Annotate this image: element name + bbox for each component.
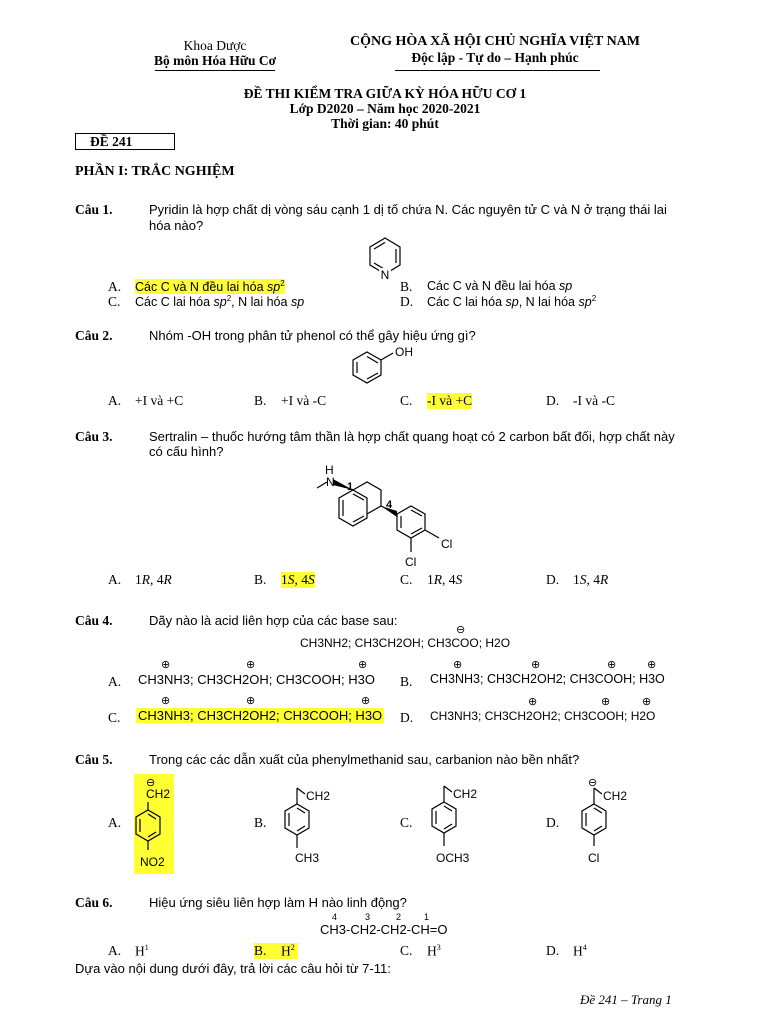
q3-option-b-letter: B. [254,572,267,587]
charge-plus-icon: ⊕ [453,659,463,671]
charge-plus-icon: ⊕ [528,696,538,708]
q5-option-b[interactable] [275,782,335,872]
q2-option-c[interactable]: -I và +C [427,393,473,408]
pyridine-n-atom: N [380,268,390,282]
q1-text: Pyridin là hợp chất dị vòng sáu cạnh 1 dị tố chứa N. Các nguyên tử C và N ở trạng thái lai [149,202,667,217]
q1-text-line2: hóa nào? [149,218,204,233]
q6-option-c[interactable]: $H^3$ [427,943,441,959]
stereocenter-1-label: 1 [347,481,354,493]
q4-text: Dãy nào là acid liên hợp của các base sau: [149,613,398,628]
carbon-number-3: 3 [365,912,371,922]
exam-title: ĐỀ THI KIỂM TRA GIỮA KỲ HÓA HỮU CƠ 1 [243,86,527,101]
motto: Độc lập - Tự do – Hạnh phúc [411,50,579,65]
q5-b-methyl-group: CH3 [295,851,320,865]
q5-c-methoxy-group: OCH3 [436,851,470,865]
charge-plus-icon: ⊕ [642,696,652,708]
charge-plus-icon: ⊕ [246,659,256,671]
q5-option-b-letter: B. [254,815,267,830]
sertraline-n-atom: N [326,475,335,489]
q2-option-a-letter: A. [108,393,122,408]
q5-option-d-letter: D. [546,815,560,830]
section-title: PHẦN I: TRẮC NGHIỆM [75,164,235,179]
q3-option-c-letter: C. [400,572,413,587]
q4-option-d-letter: D. [400,710,414,725]
q5-b-ch2-group: CH2 [306,789,331,803]
q4-label: Câu 4. [75,613,113,628]
exam-class-year: Lớp D2020 – Năm học 2020-2021 [289,101,481,116]
q1-option-b[interactable]: Các C và N đều lai hóa sp [427,279,573,293]
charge-minus-icon: ⊖ [588,777,598,789]
q3-option-c[interactable]: 1R, 4S [427,572,463,587]
exam-code: ĐỀ 241 [90,134,133,149]
charge-plus-icon: ⊕ [246,695,256,707]
stereocenter-4-label: 4 [386,499,393,511]
sertraline-cl-atom-2: Cl [405,555,417,569]
q6-text: Hiệu ứng siêu liên hợp làm H nào linh động? [149,895,407,910]
q2-option-d[interactable]: -I và -C [573,393,615,408]
q5-c-ch2-group: CH2 [453,787,478,801]
q1-option-d[interactable]: Các C lai hóa sp, N lai hóa $sp^2$ [427,294,597,310]
q1-option-a[interactable]: Các C và N đều lai hóa $sp^2$ [135,279,285,295]
phenol-structure [345,344,425,388]
carbon-number-4: 4 [332,912,338,922]
q6-label: Câu 6. [75,895,113,910]
exam-code-box [75,133,175,150]
q1-option-c[interactable]: Các C lai hóa $sp^2$, N lai hóa sp [135,294,305,310]
q2-option-a[interactable]: +I và +C [135,393,184,408]
department-underline [155,70,275,71]
q2-text: Nhóm -OH trong phân tử phenol có thể gây hiệu ứng gì? [149,328,476,343]
q5-text: Trong các các dẫn xuất của phenylmethanid sau, carbanion nào bền nhất? [149,752,580,767]
charge-plus-icon: ⊕ [647,659,657,671]
country-name: CỘNG HÒA XÃ HỘI CHỦ NGHĨA VIỆT NAM [349,34,640,49]
q3-option-b[interactable]: 1S, 4S [281,572,315,587]
q5-option-c-letter: C. [400,815,413,830]
q6-option-a-letter: A. [108,943,122,958]
q5-option-d[interactable] [572,774,632,874]
q6-option-b-letter: B. [254,943,298,959]
q1-option-d-letter: D. [400,294,414,309]
sertraline-h-atom: H [325,463,334,477]
q1-label: Câu 1. [75,202,113,217]
department-name: Bộ môn Hóa Hữu Cơ [153,53,277,68]
charge-plus-icon: ⊕ [358,659,368,671]
q3-option-a-letter: A. [108,572,122,587]
q5-label: Câu 5. [75,752,113,767]
q4-option-a[interactable]: CH3NH3; CH3CH2OH; CH3COOH; H3O ⊕ ⊕ ⊕ [138,659,375,687]
q1-option-b-letter: B. [400,279,413,294]
phenol-oh-group: OH [395,345,413,359]
q6-option-a[interactable]: $H^1$ [135,943,149,959]
q6-formula: CH3-CH2-CH2-CH=O 4 3 2 1 [320,912,448,937]
charge-minus-icon: ⊖ [146,777,156,789]
charge-plus-icon: ⊕ [161,659,171,671]
q1-option-c-letter: C. [108,294,121,309]
q2-label: Câu 2. [75,328,113,343]
q3-text: Sertralin – thuốc hướng tâm thần là hợp chất quang hoạt có 2 carbon bất đối, hợp chất này [149,429,675,444]
q4-bases: CH3NH2; CH3CH2OH; CH3COO; H2O ⊖ [300,624,511,650]
carbon-number-1: 1 [424,912,430,922]
q6-option-d-letter: D. [546,943,560,958]
charge-plus-icon: ⊕ [601,696,611,708]
q2-option-c-letter: C. [400,393,413,408]
pyridine-structure [355,232,415,282]
q5-d-chloro-group: Cl [588,851,600,865]
q3-text-line2: có cấu hình? [149,444,224,459]
q2-option-b-letter: B. [254,393,267,408]
q5-option-c[interactable] [422,780,492,870]
q2-option-b[interactable]: +I và -C [281,393,327,408]
q5-a-ch2-group: CH2 [146,787,171,801]
q6-option-c-letter: C. [400,943,413,958]
q4-option-d[interactable]: CH3NH3; CH3CH2OH2; CH3COOH; H2O ⊕ ⊕ ⊕ [430,696,656,723]
page-footer: Đề 241 – Trang 1 [580,992,672,1007]
sertraline-cl-atom-1: Cl [441,537,453,551]
motto-underline [395,70,600,71]
q1-option-a-letter: A. [108,279,122,294]
q5-option-a[interactable] [126,774,182,874]
charge-minus-icon: ⊖ [456,624,466,636]
q3-option-d-letter: D. [546,572,560,587]
charge-plus-icon: ⊕ [161,695,171,707]
q3-option-a[interactable]: 1R, 4R [135,572,172,587]
q2-option-d-letter: D. [546,393,560,408]
exam-time: Thời gian: 40 phút [331,116,439,131]
q4-option-c[interactable]: CH3NH3; CH3CH2OH2; CH3COOH; H3O ⊕ ⊕ ⊕ [138,695,383,723]
q4-option-a-letter: A. [108,674,122,689]
q4-option-b-letter: B. [400,674,413,689]
sertraline-structure [305,462,465,572]
faculty-name: Khoa Dược [183,38,247,53]
q5-option-a-letter: A. [108,815,122,830]
q3-option-d[interactable]: 1S, 4R [573,572,609,587]
instruction-text: Dựa vào nội dung dưới đây, trả lời các câu hỏi từ 7-11: [75,961,391,976]
charge-plus-icon: ⊕ [607,659,617,671]
q4-option-c-letter: C. [108,710,121,725]
q6-option-b[interactable]: $H^2$ [281,943,295,959]
q3-label: Câu 3. [75,429,113,444]
q6-option-d[interactable]: $H^4$ [573,943,587,959]
charge-plus-icon: ⊕ [531,659,541,671]
charge-plus-icon: ⊕ [361,695,371,707]
q5-a-nitro-group: NO2 [140,855,165,869]
q5-d-ch2-group: CH2 [603,789,628,803]
q4-option-b[interactable]: CH3NH3; CH3CH2OH2; CH3COOH; H3O ⊕ ⊕ ⊕ ⊕ [430,659,665,686]
carbon-number-2: 2 [396,912,402,922]
